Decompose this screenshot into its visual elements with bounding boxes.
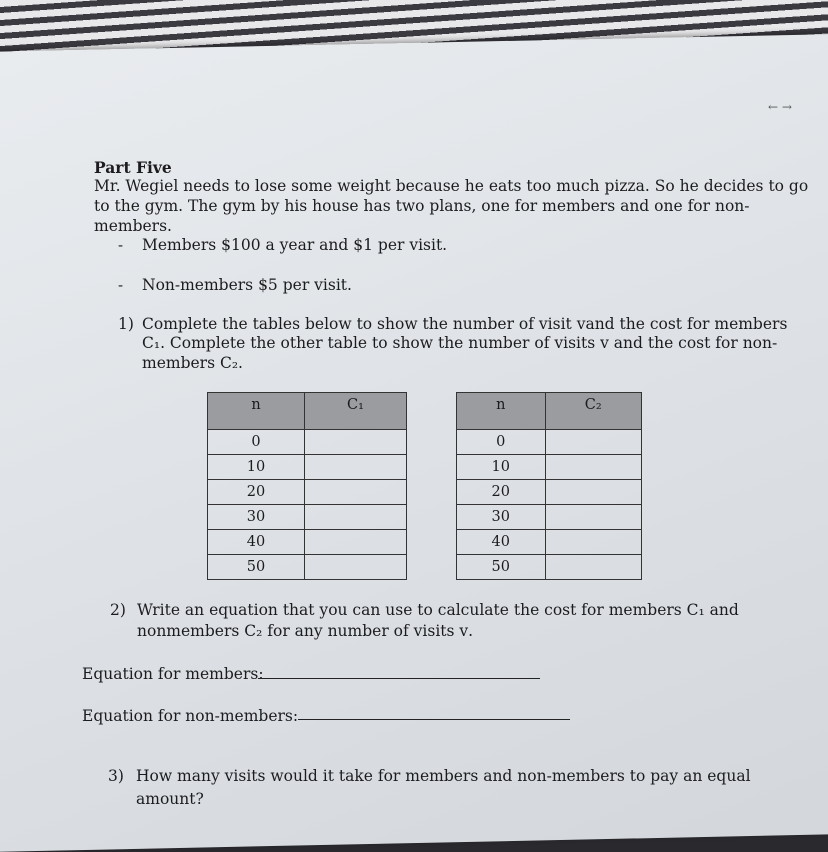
c1-input-cell[interactable] xyxy=(304,505,406,530)
n-cell: 10 xyxy=(208,455,305,480)
intro-line-3: members. xyxy=(94,217,172,235)
n-cell: 10 xyxy=(457,455,546,480)
eq-members-blank[interactable] xyxy=(258,678,540,679)
c2-input-cell[interactable] xyxy=(545,430,641,455)
eq-members-label: Equation for members: xyxy=(82,665,264,683)
q2-number: 2) xyxy=(110,601,126,619)
q1-number: 1) xyxy=(118,315,134,333)
q3-line-2: amount? xyxy=(136,790,204,808)
n-cell: 40 xyxy=(208,530,305,555)
eq-nonmembers-blank[interactable] xyxy=(298,719,570,720)
q3-line-1: How many visits would it take for members and non-members to pay an equal xyxy=(136,767,751,785)
header-c2: C₂ xyxy=(545,393,641,430)
nonmembers-table xyxy=(456,392,642,580)
q1-line-2: C₁. Complete the other table to show the number of visits ᴠ and the cost for non- xyxy=(142,334,778,352)
c2-input-cell[interactable] xyxy=(545,480,641,505)
q3-number: 3) xyxy=(108,767,124,785)
q2-line-2: nonmembers C₂ for any number of visits ᴠ. xyxy=(137,622,474,640)
c2-input-cell[interactable] xyxy=(545,505,641,530)
members-table xyxy=(207,392,407,580)
plan-nonmembers: Non-members $5 per visit. xyxy=(142,276,352,294)
c2-input-cell[interactable] xyxy=(545,555,641,580)
n-cell: 40 xyxy=(457,530,546,555)
header-n: n xyxy=(457,393,546,430)
c2-input-cell[interactable] xyxy=(545,530,641,555)
header-n: n xyxy=(208,393,305,430)
bullet-dash: - xyxy=(118,276,124,294)
c1-input-cell[interactable] xyxy=(304,455,406,480)
n-cell: 20 xyxy=(208,480,305,505)
c1-input-cell[interactable] xyxy=(304,530,406,555)
n-cell: 20 xyxy=(457,480,546,505)
section-heading: Part Five xyxy=(94,158,172,177)
eq-nonmembers-label: Equation for non-members: xyxy=(82,707,299,725)
n-cell: 0 xyxy=(457,430,546,455)
n-cell: 50 xyxy=(208,555,305,580)
q1-line-3: members C₂. xyxy=(142,354,243,372)
header-c1: C₁ xyxy=(304,393,406,430)
bullet-dash: - xyxy=(118,236,124,254)
n-cell: 50 xyxy=(457,555,546,580)
n-cell: 30 xyxy=(208,505,305,530)
c1-input-cell[interactable] xyxy=(304,480,406,505)
intro-line-2: to the gym. The gym by his house has two plans, one for members and one for non- xyxy=(94,197,750,215)
plan-members: Members $100 a year and $1 per visit. xyxy=(142,236,448,254)
q1-line-1: Complete the tables below to show the number of visit ᴠand the cost for members xyxy=(142,315,788,333)
margin-mark: ← → xyxy=(768,100,792,114)
q2-line-1: Write an equation that you can use to calculate the cost for members C₁ and xyxy=(137,601,739,619)
c2-input-cell[interactable] xyxy=(545,455,641,480)
n-cell: 0 xyxy=(208,430,305,455)
c1-input-cell[interactable] xyxy=(304,555,406,580)
n-cell: 30 xyxy=(457,505,546,530)
c1-input-cell[interactable] xyxy=(304,430,406,455)
intro-line-1: Mr. Wegiel needs to lose some weight because he eats too much pizza. So he decides to go xyxy=(94,177,809,195)
